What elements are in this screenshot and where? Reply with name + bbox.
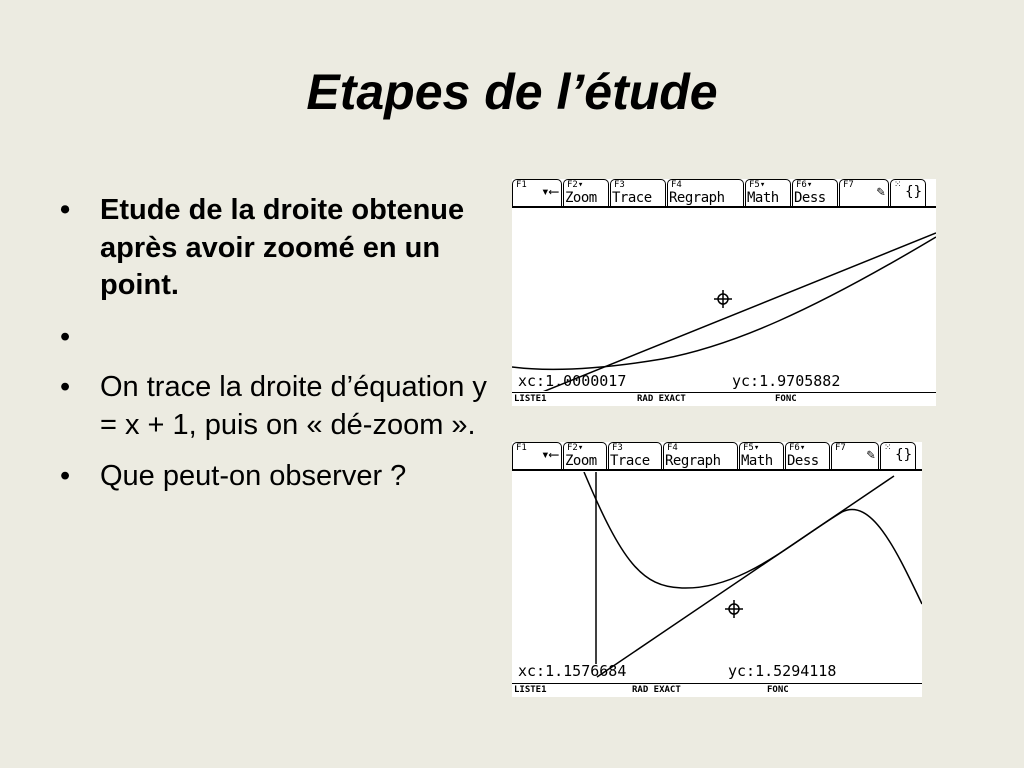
bullet-marker: •: [60, 371, 71, 404]
status-graph-type: FONC: [767, 685, 789, 695]
bullet-marker: •: [60, 460, 71, 493]
status-list: LISTE1: [514, 685, 547, 695]
f7-pencil-button[interactable]: [839, 179, 889, 206]
function-key-label: F5▾: [749, 180, 766, 190]
trace-label: Trace: [612, 190, 652, 206]
bullet-item: [60, 192, 490, 305]
brace-icon: {}: [895, 447, 912, 463]
bullet-text: On trace la droite d’équation y = x + 1, puis on « dé-zoom ».: [100, 371, 487, 441]
brace-button[interactable]: [890, 179, 926, 206]
bullet-item: [60, 319, 490, 355]
status-graph-type: FONC: [775, 394, 797, 404]
function-key-label: F2▾: [567, 443, 584, 453]
tools-icon: ▾⟵: [541, 184, 558, 200]
toolbar-divider: [512, 469, 922, 471]
crosshair-cursor: [714, 290, 732, 308]
dess-label: Dess: [787, 453, 819, 469]
function-key-label: F6▾: [789, 443, 806, 453]
graph-area: [512, 472, 922, 682]
xc-readout: xc:1.0000017: [518, 372, 627, 390]
status-bar: [512, 683, 922, 696]
f2-zoom-button[interactable]: [563, 179, 609, 206]
status-mode: RAD EXACT: [637, 394, 686, 404]
status-list: LISTE1: [514, 394, 547, 404]
function-key-label: F5▾: [743, 443, 760, 453]
math-label: Math: [747, 190, 779, 206]
regraph-label: Regraph: [669, 190, 725, 206]
f7-pencil-button[interactable]: [831, 442, 879, 469]
yc-readout: yc:1.5294118: [728, 662, 837, 680]
zoom-label: Zoom: [565, 190, 597, 206]
tools-icon: ▾⟵: [541, 447, 558, 463]
f3-trace-button[interactable]: [610, 179, 666, 206]
cursor-coordinates: [518, 662, 837, 680]
math-label: Math: [741, 453, 773, 469]
status-mode: RAD EXACT: [632, 685, 681, 695]
function-key-label: F1: [516, 180, 527, 190]
zoom-label: Zoom: [565, 453, 597, 469]
calculator-screen-dezoomed: [512, 442, 922, 697]
function-key-label: F7: [835, 443, 846, 453]
function-key-label: ⁙: [884, 443, 892, 453]
toolbar-divider: [512, 206, 936, 208]
f4-regraph-button[interactable]: [667, 179, 744, 206]
calculator-screen-zoomed: [512, 179, 936, 406]
f4-regraph-button[interactable]: [663, 442, 738, 469]
f5-math-button[interactable]: [739, 442, 784, 469]
slide-title: Etapes de l’étude: [306, 64, 718, 120]
trace-label: Trace: [610, 453, 650, 469]
function-key-label: F1: [516, 443, 527, 453]
bullet-text: Etude de la droite obtenue après avoir zoomé en un point.: [100, 194, 465, 302]
regraph-label: Regraph: [665, 453, 721, 469]
bullet-text: Que peut-on observer ?: [100, 460, 407, 493]
f1-tools-button[interactable]: [512, 179, 562, 206]
f3-trace-button[interactable]: [608, 442, 662, 469]
f1-tools-button[interactable]: [512, 442, 562, 469]
crosshair-cursor: [725, 600, 743, 618]
bullet-item: [60, 369, 490, 444]
f5-math-button[interactable]: [745, 179, 791, 206]
bullet-marker: •: [60, 194, 71, 226]
xc-readout: xc:1.1576684: [518, 662, 627, 680]
brace-button[interactable]: [880, 442, 916, 469]
pencil-icon: ✎: [876, 184, 885, 200]
bullet-item: [60, 458, 490, 496]
yc-readout: yc:1.9705882: [732, 372, 841, 390]
bullet-list: [60, 192, 490, 510]
graph-area: [512, 209, 936, 391]
function-key-label: F3: [614, 180, 625, 190]
function-key-label: F2▾: [567, 180, 584, 190]
f2-zoom-button[interactable]: [563, 442, 607, 469]
function-key-label: F4: [667, 443, 678, 453]
function-key-label: F7: [843, 180, 854, 190]
pencil-icon: ✎: [866, 447, 875, 463]
function-key-label: F4: [671, 180, 682, 190]
bullet-marker: •: [60, 321, 71, 354]
calculator-toolbar: [512, 179, 936, 209]
brace-icon: {}: [905, 184, 922, 200]
function-key-label: F6▾: [796, 180, 813, 190]
dess-label: Dess: [794, 190, 826, 206]
tangent-line: [597, 476, 894, 677]
function-key-label: F3: [612, 443, 623, 453]
status-bar: [512, 392, 936, 405]
cursor-coordinates: [518, 372, 841, 390]
f6-dess-button[interactable]: [785, 442, 830, 469]
f6-dess-button[interactable]: [792, 179, 838, 206]
calculator-toolbar: [512, 442, 922, 472]
function-key-label: ⁙: [894, 180, 902, 190]
